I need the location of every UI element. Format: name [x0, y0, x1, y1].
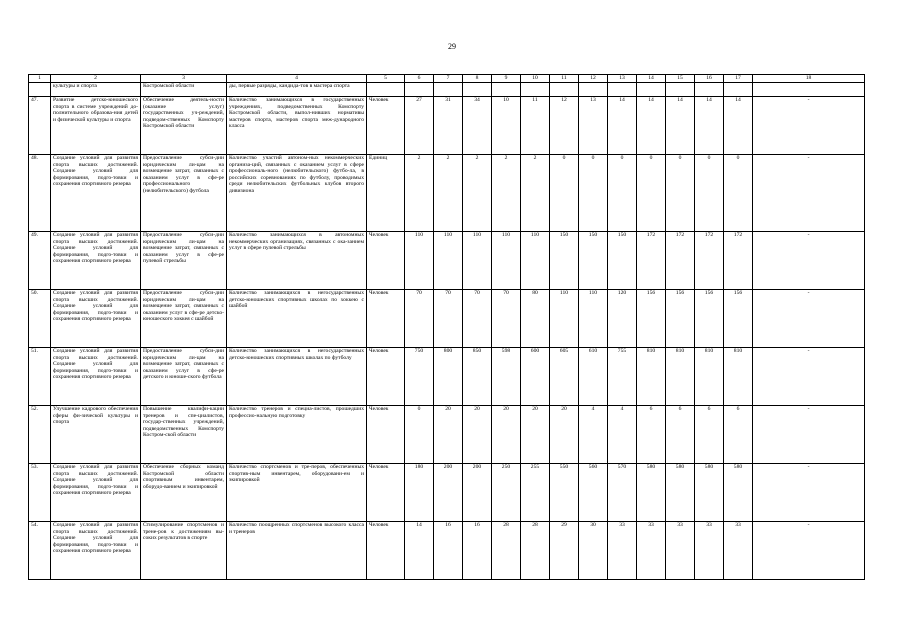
cell-value: 70	[463, 290, 492, 348]
row-number: 53.	[29, 464, 51, 522]
cell-indicator: ды, первые разряды, кандида-тов в мастера спорта	[227, 83, 367, 97]
cell-goal: Создание условий для развития спорта высших достижений. Создание условий для формирования, подго-товки и сохранения спортивного резерва	[51, 232, 141, 290]
cell-value: 172	[666, 232, 695, 290]
table-row	[29, 97, 865, 155]
table-row	[29, 348, 865, 406]
cell-value: 0	[608, 155, 637, 232]
row-number: 49.	[29, 232, 51, 290]
cell-note: -	[753, 232, 865, 290]
cell-note: -	[753, 97, 865, 155]
cell-value: 172	[637, 232, 666, 290]
cell-value: 110	[550, 290, 579, 348]
page-number: 29	[448, 42, 456, 51]
cell-value: 810	[666, 348, 695, 406]
cell-value: 33	[637, 522, 666, 580]
cell-value: 110	[521, 232, 550, 290]
cell-value: 6	[666, 406, 695, 464]
cell-value: 0	[579, 155, 608, 232]
column-header-5: 5	[367, 75, 405, 83]
cell-value: 70	[434, 290, 463, 348]
column-header-15: 15	[666, 75, 695, 83]
cell-value: 70	[492, 290, 521, 348]
cell-value: 150	[608, 232, 637, 290]
cell-value: 2	[492, 155, 521, 232]
cell-value: 6	[695, 406, 724, 464]
cell-note: -	[753, 522, 865, 580]
cell-value: 810	[724, 348, 753, 406]
cell-activity: Предоставление субси-дии юридическим ли-цам на возмещение затрат, связанных с оказанием услуг в сфе-ре пулевой стрельбы	[141, 232, 227, 290]
column-header-2: 2	[51, 75, 141, 83]
cell-value: 605	[550, 348, 579, 406]
cell-value: 110	[405, 232, 434, 290]
cell-activity: Предоставление субси-дии юридическим ли-цам на возмещение затрат, связанных с оказанием услуг в сфе-ре профессионального (нелюбительского) футбола	[141, 155, 227, 232]
cell-unit: Человек	[367, 522, 405, 580]
cell-value: 29	[550, 522, 579, 580]
cell-indicator: Количество спортсменов и тре-перов, обеспеченных спортив-ным инвентарем, оборудовани-ем и экипировкой	[227, 464, 367, 522]
column-header-17: 17	[724, 75, 753, 83]
cell-indicator: Количество поощренных спортсменов высокого класса и тренеров	[227, 522, 367, 580]
row-number: 54.	[29, 522, 51, 580]
row-number: 51.	[29, 348, 51, 406]
cell-note: -	[753, 290, 865, 348]
cell-value: 2	[463, 155, 492, 232]
cell-value: 200	[463, 464, 492, 522]
cell-indicator: Количество занимающихся в негосударственных детско-юношеских спортивных школах по хоккею с шайбой	[227, 290, 367, 348]
cell-value: 600	[521, 348, 550, 406]
cell-unit: Человек	[367, 348, 405, 406]
cell-unit: Человек	[367, 97, 405, 155]
column-header-16: 16	[695, 75, 724, 83]
cell-value: 31	[434, 97, 463, 155]
cell-value: 34	[463, 97, 492, 155]
cell-value: 150	[579, 232, 608, 290]
cell-value: 27	[405, 97, 434, 155]
cell-value: 2	[521, 155, 550, 232]
cell-value: 580	[724, 464, 753, 522]
column-header-13: 13	[608, 75, 637, 83]
column-header-12: 12	[579, 75, 608, 83]
cell-value: 255	[521, 464, 550, 522]
cell-unit: Человек	[367, 290, 405, 348]
cell-unit: Единиц	[367, 155, 405, 232]
column-header-3: 3	[141, 75, 227, 83]
cell-value: 2	[434, 155, 463, 232]
cell-goal: культуры и спорта	[51, 83, 141, 97]
table-row	[29, 406, 865, 464]
cell-value: 6	[724, 406, 753, 464]
cell-value: 33	[666, 522, 695, 580]
cell-value: 110	[492, 232, 521, 290]
cell-activity: Предоставление субси-дии юридическим ли-цам на возмещение затрат, связанных с оказанием услуг в сфе-ре детского и юноше-ского футбола	[141, 348, 227, 406]
cell-note: -	[753, 155, 865, 232]
cell-value: 755	[608, 348, 637, 406]
cell-value: 810	[637, 348, 666, 406]
column-header-14: 14	[637, 75, 666, 83]
cell-value: 30	[579, 522, 608, 580]
column-header-8: 8	[463, 75, 492, 83]
cell-value: 33	[695, 522, 724, 580]
cell-activity: Повышение квалифи-кации тренеров и спе-циалистов, государ-ственных учреждений, подведомственных Комспорту Костром-ской области	[141, 406, 227, 464]
indicators-table	[28, 74, 865, 580]
cell-value: 28	[521, 522, 550, 580]
column-header-1: 1	[29, 75, 51, 83]
cell-value: 110	[463, 232, 492, 290]
cell-value: 0	[724, 155, 753, 232]
cell-unit: Человек	[367, 232, 405, 290]
cell-value: 14	[724, 97, 753, 155]
column-header-18: 18	[753, 75, 865, 83]
cell-goal: Развитие детско-юношеского спорта в системе учреждений до-полнительного образова-ния детей и физической культуры и спорта	[51, 97, 141, 155]
cell-value: 156	[695, 290, 724, 348]
cell-value: 12	[550, 97, 579, 155]
cell-value: 0	[550, 155, 579, 232]
continuation-row	[29, 83, 865, 97]
table-row	[29, 232, 865, 290]
cell-value: 200	[434, 464, 463, 522]
column-header-7: 7	[434, 75, 463, 83]
cell-value: 33	[724, 522, 753, 580]
column-header-11: 11	[550, 75, 579, 83]
cell-value: 70	[405, 290, 434, 348]
cell-goal: Создание условий для развития спорта высших достижений. Создание условий для формирования, подго-товки и сохранения спортивного резерва	[51, 348, 141, 406]
cell-value: 0	[637, 155, 666, 232]
cell-value: 28	[492, 522, 521, 580]
column-header-4: 4	[227, 75, 367, 83]
cell-value: 570	[608, 464, 637, 522]
cell-value: 33	[608, 522, 637, 580]
cell-note: -	[753, 464, 865, 522]
cell-indicator: Количество занимающихся в автономных некоммерческих организациях, связанных с ока-занием услуг в сфере пулевой стрельбы	[227, 232, 367, 290]
cell-value: 14	[695, 97, 724, 155]
cell-goal: Создание условий для развития спорта высших достижений. Создание условий для формирования, подго-товки и сохранения спортивного резерва	[51, 290, 141, 348]
cell-indicator: Количество участий автоном-ных некоммерческих организа-ций, связанных с оказанием услуг в сфере профессиональ-ного (нелюбительского) футбо-ла, в российских соревнованиях по футболу, проводимых среди нелюбительских футбольных клубов второго дивизиона	[227, 155, 367, 232]
cell-value: 598	[492, 348, 521, 406]
cell-value: 20	[434, 406, 463, 464]
cell-value: 172	[695, 232, 724, 290]
cell-activity: Обеспечение деятель-ности (оказание услуг) государственных уч-реждений, подведом-ственных Комспорту Костромской области	[141, 97, 227, 155]
cell-value: 172	[724, 232, 753, 290]
cell-num	[29, 83, 51, 97]
cell-goal: Улучшение кадрового обеспечения сферы фи-зической культуры и спорта	[51, 406, 141, 464]
cell-value: 20	[550, 406, 579, 464]
cell-value: 4	[579, 406, 608, 464]
cell-note: -	[753, 406, 865, 464]
cell-value: 10	[492, 97, 521, 155]
cell-goal: Создание условий для развития спорта высших достижений. Создание условий для формирования, подго-товки и сохранения спортивного резерва	[51, 155, 141, 232]
cell-value: 550	[550, 464, 579, 522]
cell-value: 156	[637, 290, 666, 348]
cell-indicator: Количество занимающихся в государственных учреждениях, подведомственных Комспорту Костромской области, выпол-нивших нормативы мастеров спорта, мастеров спорта меж-дународного класса	[227, 97, 367, 155]
cell-activity: Обеспечение сборных команд Костромской области спортивным инвентарем, оборудо-ванием и экипировкой	[141, 464, 227, 522]
row-number: 48.	[29, 155, 51, 232]
cell-value: 250	[492, 464, 521, 522]
cell-value: 6	[637, 406, 666, 464]
cell-value: 120	[608, 290, 637, 348]
cell-value: 580	[666, 464, 695, 522]
table-row	[29, 464, 865, 522]
cell-activity: Предоставление субси-дии юридическим ли-цам на возмещение затрат, связанных с оказанием услуг в сфе-ре детско-юношеского хоккея с шайбой	[141, 290, 227, 348]
cell-value: 2	[405, 155, 434, 232]
cell-value: 110	[434, 232, 463, 290]
cell-indicator: Количество занимающихся в негосударственных детско-юношеских спортивных школах по футболу	[227, 348, 367, 406]
cell-value: 14	[637, 97, 666, 155]
cell-value: 13	[579, 97, 608, 155]
cell-value: 14	[405, 522, 434, 580]
cell-value: 14	[666, 97, 695, 155]
cell-goal: Создание условий для развития спорта высших достижений. Создание условий для формирования, подго-товки и сохранения спортивного резерва	[51, 522, 141, 580]
cell-value: 580	[637, 464, 666, 522]
cell-value: 16	[463, 522, 492, 580]
cell-value: 580	[695, 464, 724, 522]
cell-unit: Человек	[367, 464, 405, 522]
cell-value: 14	[608, 97, 637, 155]
cell-indicator: Количество тренеров и специа-листов, прошедших профессио-нальную подготовку	[227, 406, 367, 464]
cell-value: 16	[434, 522, 463, 580]
table-row	[29, 290, 865, 348]
table-row	[29, 522, 865, 580]
cell-value: 850	[463, 348, 492, 406]
cell-value: 11	[521, 97, 550, 155]
cell-value: 80	[521, 290, 550, 348]
column-header-10: 10	[521, 75, 550, 83]
row-number: 50.	[29, 290, 51, 348]
cell-goal: Создание условий для развития спорта высших достижений. Создание условий для формирования, подго-товки и сохранения спортивного резерва	[51, 464, 141, 522]
cell-value: 180	[405, 464, 434, 522]
cell-value: 810	[695, 348, 724, 406]
cell-activity: Костромской области	[141, 83, 227, 97]
column-header-9: 9	[492, 75, 521, 83]
cell-value: 560	[579, 464, 608, 522]
cell-value: 20	[521, 406, 550, 464]
cell-value: 20	[463, 406, 492, 464]
column-number-row	[29, 75, 865, 83]
cell-value: 156	[666, 290, 695, 348]
cell-value: 0	[666, 155, 695, 232]
cell-value: 750	[405, 348, 434, 406]
table-row	[29, 155, 865, 232]
cell-value: 0	[405, 406, 434, 464]
cell-activity: Стимулирование спортсменов и трене-ров к достижениям вы-соких результатов в спорте	[141, 522, 227, 580]
cell-value: 610	[579, 348, 608, 406]
column-header-6: 6	[405, 75, 434, 83]
cell-value: 800	[434, 348, 463, 406]
cell-value: 156	[724, 290, 753, 348]
cell-value: 0	[695, 155, 724, 232]
cell-note: -	[753, 348, 865, 406]
cell-value: 20	[492, 406, 521, 464]
cell-value: 110	[579, 290, 608, 348]
row-number: 52.	[29, 406, 51, 464]
cell-value: 150	[550, 232, 579, 290]
row-number: 47.	[29, 97, 51, 155]
cell-value: 4	[608, 406, 637, 464]
cell-unit: Человек	[367, 406, 405, 464]
